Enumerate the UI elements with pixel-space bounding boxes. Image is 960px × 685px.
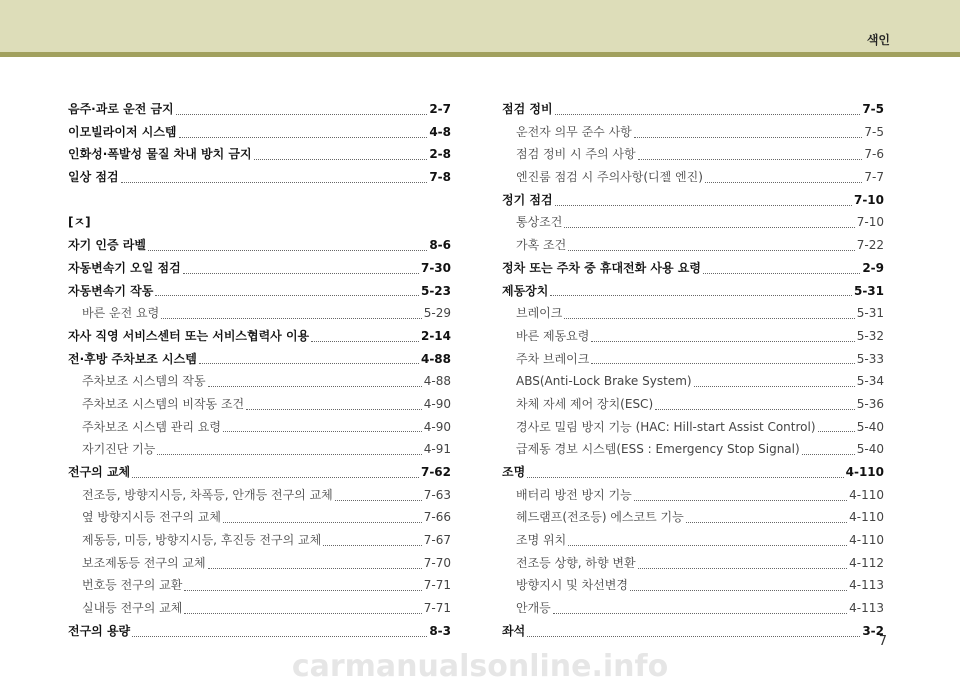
entry-title: 정기 점검 [502, 192, 553, 207]
entry-title: 조명 위치 [516, 533, 567, 548]
index-entry[interactable] [68, 234, 451, 257]
dot-leader [208, 386, 422, 387]
entry-title: 경사로 밀림 방지 기능 (HAC: Hill-start Assist Control) [516, 419, 816, 434]
entry-title: 자사 직영 서비스센터 또는 서비스협력사 이용 [68, 328, 310, 343]
index-subentry[interactable] [502, 166, 884, 189]
dot-leader [223, 431, 422, 432]
entry-title: 점검 정비 시 주의 사항 [516, 147, 636, 162]
index-entry[interactable] [68, 166, 451, 189]
dot-leader [148, 250, 427, 251]
entry-title: 조명 [502, 465, 526, 479]
index-subentry[interactable] [502, 484, 884, 507]
entry-title: 인화성·폭발성 물질 차내 방치 금지 [68, 147, 252, 162]
entry-page: 4-113 [849, 578, 884, 593]
dot-leader [157, 454, 421, 455]
entry-page: 5-32 [856, 328, 884, 343]
entry-page: 7-70 [423, 555, 451, 570]
index-entry[interactable] [68, 121, 451, 144]
entry-page: 5-36 [856, 396, 884, 411]
dot-leader [199, 363, 419, 364]
dot-leader [568, 545, 847, 546]
entry-page: 7-10 [853, 192, 884, 207]
dot-leader [686, 522, 847, 523]
entry-title: 이모빌라이저 시스템 [68, 124, 177, 139]
entry-title: 자기진단 기능 [82, 442, 156, 457]
dot-leader [705, 182, 862, 183]
index-subentry[interactable] [502, 211, 884, 234]
dot-leader [638, 159, 863, 160]
entry-page: 4-110 [849, 510, 884, 525]
index-subentry[interactable] [502, 574, 884, 597]
entry-page: 7-71 [423, 601, 451, 616]
entry-page: 4-8 [429, 124, 451, 139]
entry-page: 7-63 [423, 487, 451, 502]
entry-page: 7-8 [429, 170, 451, 185]
entry-page: 5-31 [856, 306, 884, 321]
index-entry[interactable] [68, 143, 451, 166]
index-column-right [502, 98, 884, 643]
dot-leader [591, 363, 854, 364]
index-subentry[interactable] [68, 416, 451, 439]
dot-leader [703, 273, 860, 274]
entry-page: 7-10 [856, 215, 884, 230]
index-subentry[interactable] [502, 121, 884, 144]
index-entry[interactable] [68, 325, 451, 348]
entry-title: 좌석 [502, 623, 526, 638]
index-subentry[interactable] [68, 438, 451, 461]
dot-leader [564, 227, 854, 228]
entry-page: 2-9 [862, 260, 884, 275]
entry-page: 2-14 [420, 328, 451, 343]
index-entry[interactable] [68, 620, 451, 643]
index-subentry[interactable] [502, 393, 884, 416]
index-entry[interactable] [68, 257, 451, 280]
index-subentry[interactable] [502, 370, 884, 393]
entry-title: 보조제동등 전구의 교체 [82, 555, 206, 570]
entry-title: ABS(Anti-Lock Brake System) [516, 374, 692, 389]
entry-title: 전조등 상향, 하향 변환 [516, 555, 636, 570]
entry-title: 바른 운전 요령 [82, 306, 160, 321]
entry-page: 4-88 [423, 374, 451, 389]
dot-leader [802, 454, 855, 455]
entry-title: 실내등 전구의 교체 [82, 601, 183, 616]
dot-leader [208, 568, 422, 569]
dot-leader [555, 114, 861, 115]
header-rule [0, 52, 960, 57]
index-subentry[interactable] [502, 529, 884, 552]
entry-title: 자기 인증 라벨 [68, 238, 146, 253]
entry-title: 자동변속기 오일 점검 [68, 260, 181, 275]
index-entry[interactable] [502, 280, 884, 303]
entry-page: 4-110 [849, 487, 884, 502]
entry-page: 7-30 [420, 260, 451, 275]
entry-title: 엔진룸 점검 시 주의사항(디젤 엔진) [516, 170, 703, 185]
index-subentry[interactable] [502, 438, 884, 461]
section-title: 색인 [866, 33, 890, 47]
entry-title: 방향지시 및 차선변경 [516, 578, 628, 593]
entry-page: 7-5 [864, 124, 884, 139]
index-entry[interactable] [68, 98, 451, 121]
dot-leader [630, 590, 847, 591]
dot-leader [591, 341, 854, 342]
spacer [68, 189, 451, 212]
dot-leader [564, 318, 854, 319]
dot-leader [184, 613, 421, 614]
page-number: 7 [878, 634, 887, 649]
entry-title: 주차보조 시스템의 작동 [82, 374, 206, 389]
entry-title: 주차보조 시스템 관리 요령 [82, 419, 221, 434]
entry-page: 5-40 [856, 442, 884, 457]
entry-title: 운전자 의무 준수 사항 [516, 124, 632, 139]
index-subentry[interactable] [68, 529, 451, 552]
entry-title: 전·후방 주차보조 시스템 [68, 351, 197, 366]
dot-leader [132, 477, 419, 478]
entry-page: 5-34 [856, 374, 884, 389]
dot-leader [323, 545, 422, 546]
entry-title: 급제동 경보 시스템(ESS : Emergency Stop Signal) [516, 442, 800, 457]
index-subentry[interactable] [502, 302, 884, 325]
dot-leader [638, 568, 848, 569]
entry-page: 2-8 [429, 147, 451, 162]
index-subentry[interactable] [502, 506, 884, 529]
entry-page: 7-62 [420, 465, 451, 479]
entry-title: 통상조건 [516, 215, 563, 230]
index-entry[interactable] [68, 280, 451, 303]
index-subentry[interactable] [502, 348, 884, 371]
entry-page: 7-6 [864, 147, 884, 162]
index-subentry[interactable] [68, 393, 451, 416]
dot-leader [183, 273, 419, 274]
watermark: carmanualsonline.info [291, 649, 669, 684]
dot-leader [335, 500, 422, 501]
entry-page: 5-29 [423, 306, 451, 321]
dot-leader [694, 386, 855, 387]
entry-page: 7-66 [423, 510, 451, 525]
index-entry[interactable] [502, 257, 884, 280]
entry-title: 전구의 교체 [68, 465, 131, 479]
dot-leader [527, 477, 843, 478]
dot-leader [132, 636, 427, 637]
entry-page: 4-110 [849, 533, 884, 548]
dot-leader [254, 159, 428, 160]
index-subentry[interactable] [68, 302, 451, 325]
entry-title: 전조등, 방향지시등, 차폭등, 안개등 전구의 교체 [82, 487, 333, 502]
entry-title: 점검 정비 [502, 102, 553, 116]
dot-leader [176, 114, 428, 115]
entry-page: 3-2 [862, 623, 884, 638]
entry-page: 7-22 [856, 238, 884, 253]
index-subentry[interactable] [68, 506, 451, 529]
index-subentry[interactable] [502, 597, 884, 620]
entry-title: 옆 방향지시등 전구의 교체 [82, 510, 221, 525]
dot-leader [527, 636, 860, 637]
entry-page: 4-90 [423, 419, 451, 434]
entry-page: 8-6 [429, 238, 451, 253]
entry-title: 번호등 전구의 교환 [82, 578, 183, 593]
dot-leader [184, 590, 421, 591]
dot-leader [311, 341, 419, 342]
index-entry[interactable] [68, 348, 451, 371]
dot-leader [121, 182, 428, 183]
dot-leader [634, 500, 847, 501]
entry-title: 헤드램프(전조등) 에스코트 기능 [516, 510, 684, 525]
entry-page: 5-33 [856, 351, 884, 366]
header-band [0, 0, 960, 52]
entry-title: 제동등, 미등, 방향지시등, 후진등 전구의 교체 [82, 533, 322, 548]
dot-leader [818, 431, 855, 432]
entry-page: 8-3 [429, 623, 451, 638]
entry-page: 4-113 [849, 601, 884, 616]
index-subentry[interactable] [68, 574, 451, 597]
entry-page: 7-67 [423, 533, 451, 548]
index-subentry[interactable] [502, 325, 884, 348]
index-entry[interactable] [502, 461, 884, 484]
entry-title: 안개등 [516, 601, 551, 616]
entry-page: 2-7 [429, 102, 451, 116]
entry-title: 전구의 용량 [68, 623, 131, 638]
index-entry[interactable] [502, 98, 884, 121]
entry-title: 가혹 조건 [516, 238, 567, 253]
entry-page: 5-23 [420, 283, 451, 298]
entry-title: 주차 브레이크 [516, 351, 590, 366]
entry-title: 음주·과로 운전 금지 [68, 102, 174, 116]
dot-leader [568, 250, 855, 251]
dot-leader [223, 522, 422, 523]
dot-leader [555, 205, 852, 206]
index-subentry[interactable] [502, 416, 884, 439]
index-entry[interactable] [502, 620, 884, 643]
entry-page: 4-112 [849, 555, 884, 570]
entry-title: 차체 자세 제어 장치(ESC) [516, 396, 654, 411]
index-subentry[interactable] [502, 552, 884, 575]
entry-title: 배터리 방전 방지 기능 [516, 487, 632, 502]
entry-page: 7-5 [862, 102, 884, 116]
entry-title: 브레이크 [516, 306, 563, 321]
entry-page: 7-71 [423, 578, 451, 593]
dot-leader [553, 613, 847, 614]
entry-page: 4-90 [423, 396, 451, 411]
index-subentry[interactable] [68, 597, 451, 620]
index-entry[interactable] [68, 461, 451, 484]
index-subentry[interactable] [68, 552, 451, 575]
dot-leader [179, 137, 428, 138]
entry-page: 4-91 [423, 442, 451, 457]
dot-leader [634, 137, 863, 138]
entry-title: 일상 점검 [68, 170, 119, 185]
index-subentry[interactable] [502, 143, 884, 166]
entry-title: 주차보조 시스템의 비작동 조건 [82, 396, 245, 411]
entry-page: 5-40 [856, 419, 884, 434]
entry-title: 바른 제동요령 [516, 328, 590, 343]
entry-title: 정차 또는 주차 중 휴대전화 사용 요령 [502, 260, 701, 275]
entry-title: 자동변속기 작동 [68, 283, 154, 298]
dot-leader [246, 409, 422, 410]
dot-leader [155, 295, 419, 296]
index-subentry[interactable] [68, 484, 451, 507]
entry-page: 4-88 [420, 351, 451, 366]
index-column-left [68, 98, 451, 643]
index-subentry[interactable] [502, 234, 884, 257]
index-entry[interactable] [502, 189, 884, 212]
index-letter-heading: [ㅈ] [68, 215, 91, 230]
dot-leader [550, 295, 852, 296]
entry-title: 제동장치 [502, 283, 549, 298]
dot-leader [161, 318, 422, 319]
entry-page: 5-31 [853, 283, 884, 298]
dot-leader [655, 409, 855, 410]
entry-page: 4-110 [845, 465, 884, 479]
entry-page: 7-7 [864, 170, 884, 185]
index-subentry[interactable] [68, 370, 451, 393]
